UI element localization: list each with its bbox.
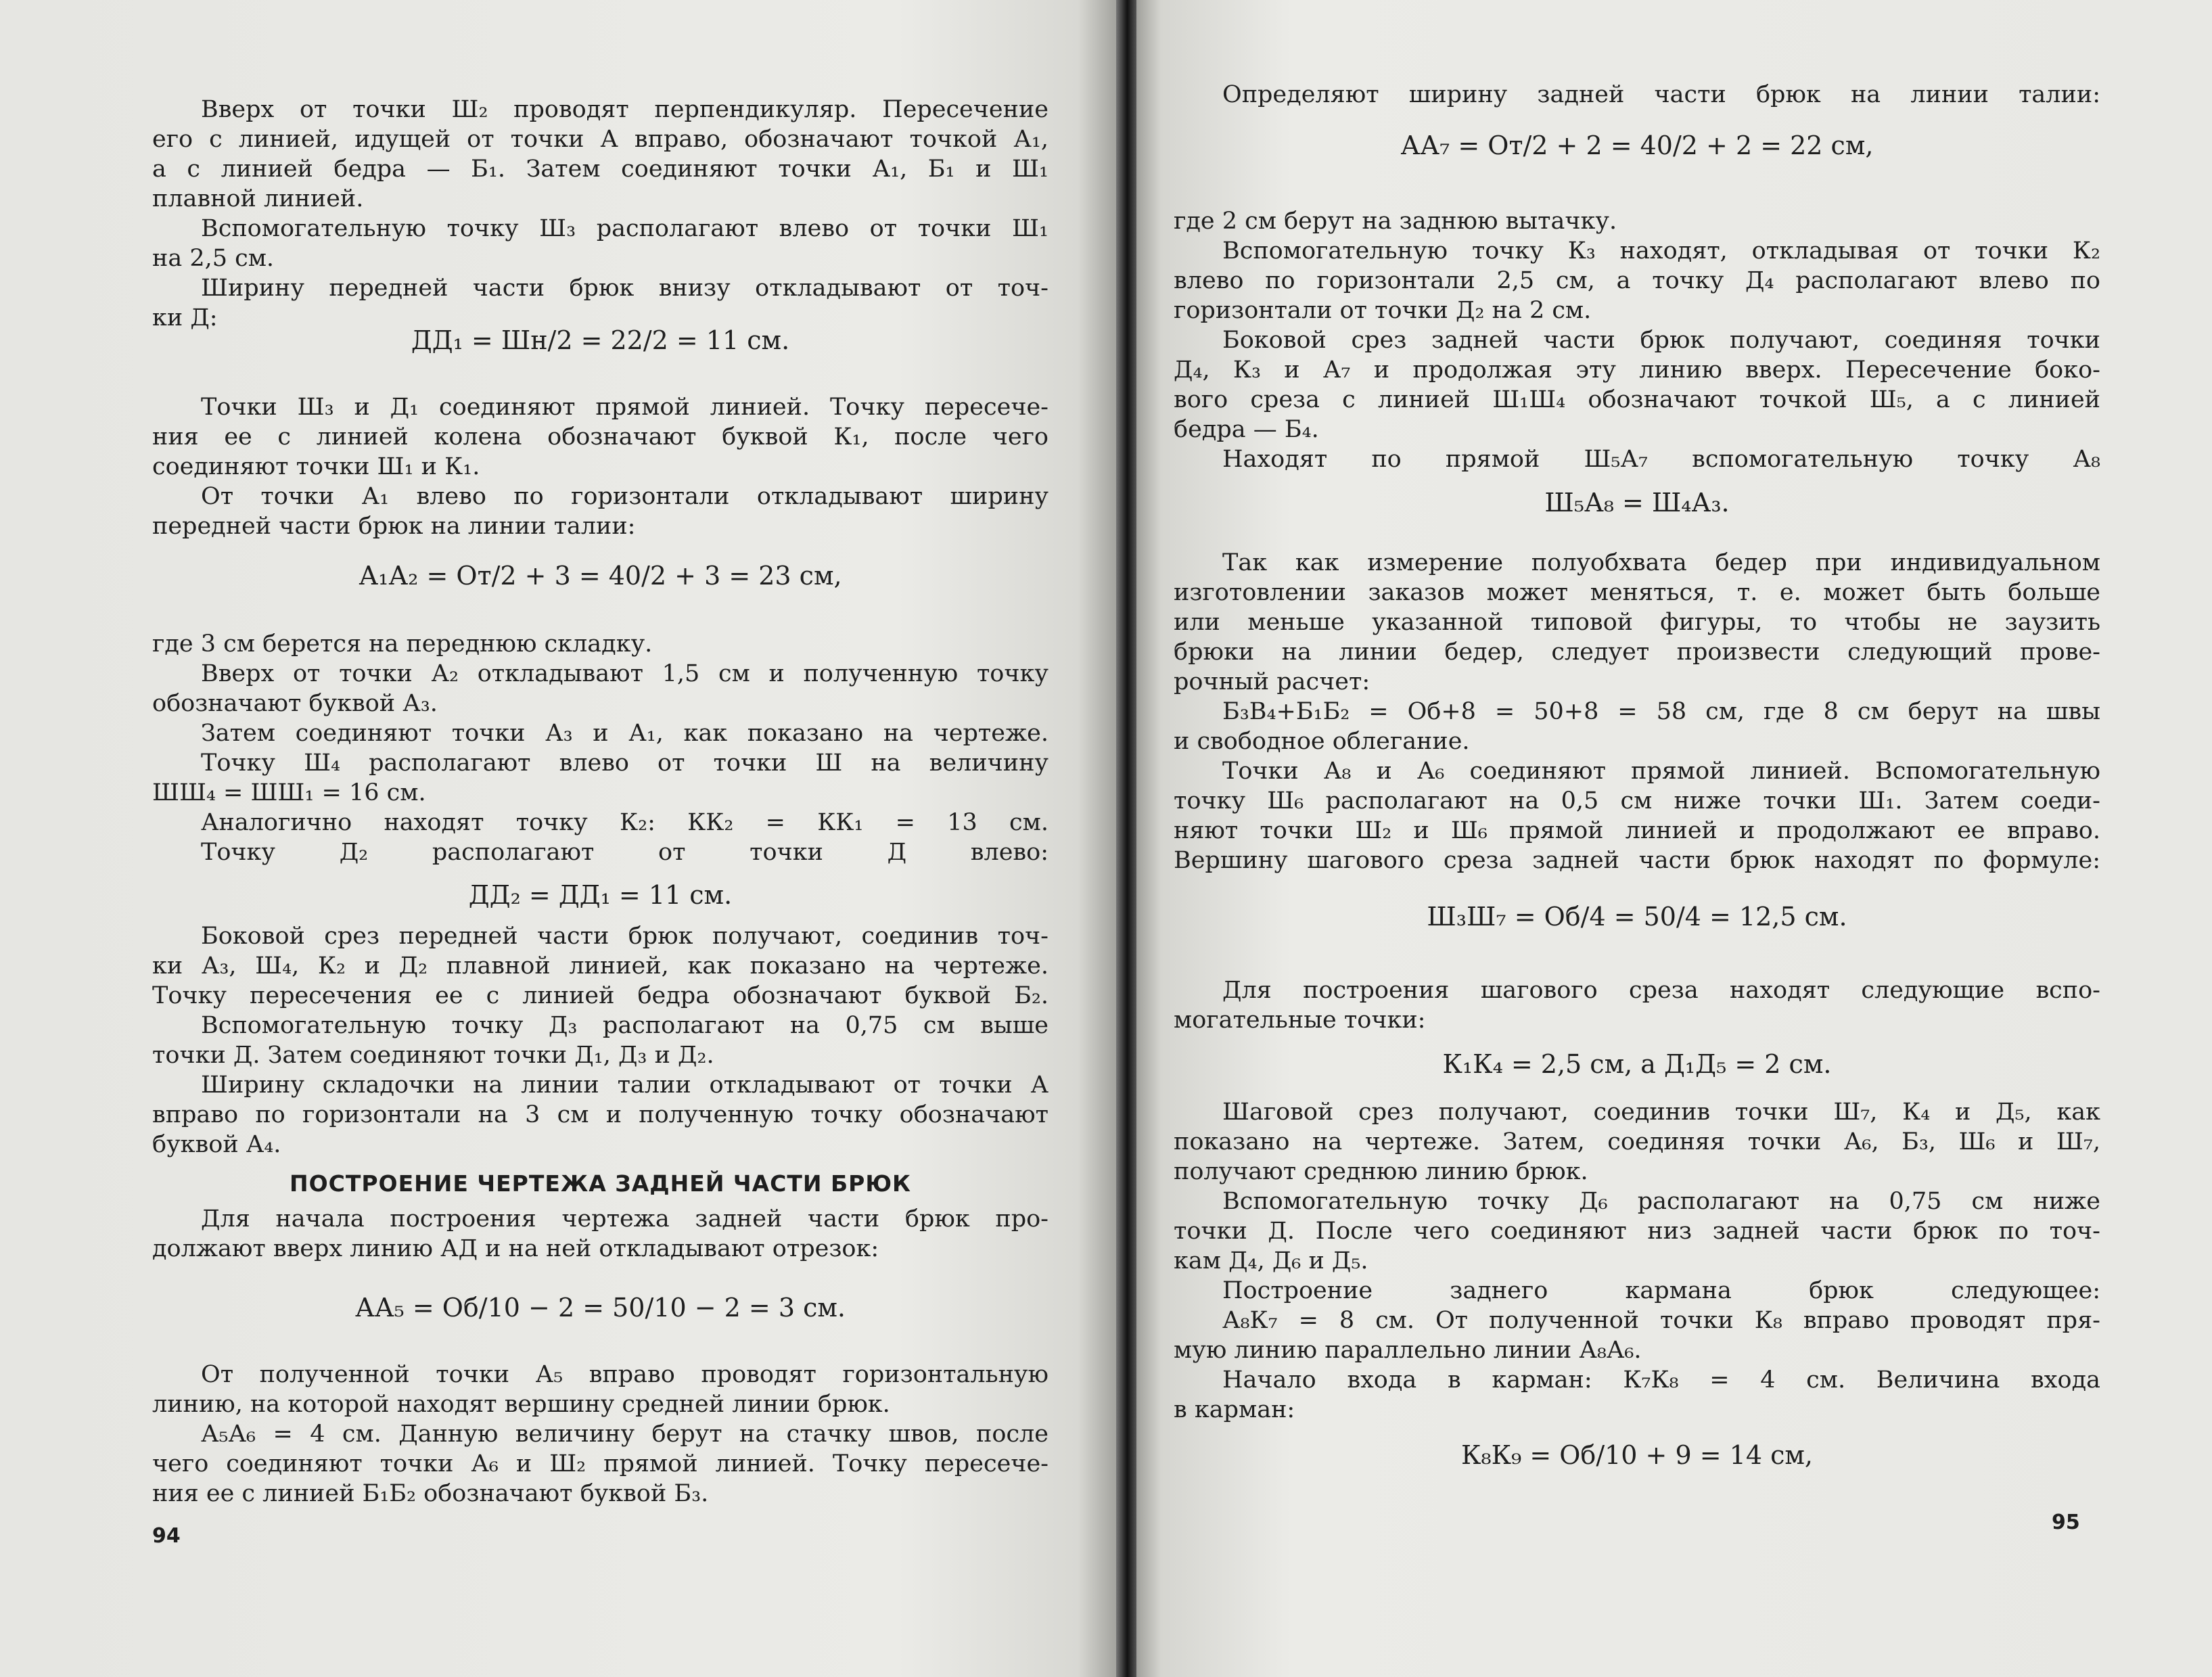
text-line: Для построения шагового среза находят следующие вспо-: [1222, 977, 2100, 1004]
text-line: точки Д. Затем соединяют точки Д₁, Д₃ и Д₂.: [152, 1042, 714, 1069]
text-line: Вверх от точки Ш₂ проводят перпендикуляр. Пересечение: [201, 96, 1049, 123]
formula-line: АА₅ = Об/10 − 2 = 50/10 − 2 = 3 см.: [354, 1293, 846, 1323]
text-line: рочный расчет:: [1174, 668, 1370, 695]
text-line: буквой А₄.: [152, 1131, 281, 1158]
text-line: ШШ₄ = ШШ₁ = 16 см.: [152, 779, 426, 806]
text-line: его с линией, идущей от точки А вправо, обозначают точкой А₁,: [152, 126, 1049, 153]
text-line: Затем соединяют точки А₃ и А₁, как показано на чертеже.: [201, 720, 1049, 747]
formula-line: ДД₁ = Шн/2 = 22/2 = 11 см.: [411, 325, 790, 355]
text-line: линию, на которой находят вершину средней линии брюк.: [152, 1391, 890, 1418]
text-line: Точку Ш₄ располагают влево от точки Ш на величину: [201, 750, 1049, 777]
text-line: Боковой срез передней части брюк получают, соединив точ-: [201, 923, 1049, 950]
text-line: Б₃В₄+Б₁Б₂ = Об+8 = 50+8 = 58 см, где 8 см берут на швы: [1222, 698, 2100, 725]
text-line: горизонтали от точки Д₂ на 2 см.: [1174, 297, 1592, 324]
formula-line: К₁К₄ = 2,5 см, а Д₁Д₅ = 2 см.: [1442, 1049, 1832, 1079]
text-line: передней части брюк на линии талии:: [152, 513, 636, 540]
text-line: получают среднюю линию брюк.: [1174, 1158, 1588, 1185]
text-line: Шаговой срез получают, соединив точки Ш₇, К₄ и Д₅, как: [1222, 1099, 2100, 1126]
text-line: Построение заднего кармана брюк следующее:: [1222, 1277, 2100, 1304]
text-line: точку Ш₆ располагают на 0,5 см ниже точки Ш₁. Затем соеди-: [1174, 787, 2100, 814]
text-line: в карман:: [1174, 1396, 1295, 1423]
text-line: Для начала построения чертежа задней части брюк про-: [201, 1205, 1049, 1233]
formula-line: К₈К₉ = Об/10 + 9 = 14 см,: [1461, 1440, 1813, 1470]
text-line: Д₄, К₃ и А₇ и продолжая эту линию вверх. Пересечение боко-: [1174, 357, 2100, 384]
text-line: няют точки Ш₂ и Ш₆ прямой линией и продолжают ее вправо.: [1174, 817, 2100, 844]
text-line: Аналогично находят точку К₂: КК₂ = КК₁ = 13 см.: [201, 809, 1049, 836]
formula-line: А₁А₂ = От/2 + 3 = 40/2 + 3 = 23 см,: [359, 561, 842, 591]
text-line: или меньше указанной типовой фигуры, то чтобы не заузить: [1174, 609, 2100, 636]
text-line: бедра — Б₄.: [1174, 416, 1319, 443]
text-line: Так как измерение полуобхвата бедер при индивидуальном: [1222, 549, 2100, 576]
text-line: От точки А₁ влево по горизонтали откладывают ширину: [201, 483, 1049, 510]
text-line: ки Д:: [152, 304, 218, 331]
text-line: Вершину шагового среза задней части брюк находят по формуле:: [1174, 847, 2100, 874]
text-line: показано на чертеже. Затем, соединяя точки А₆, Б₃, Ш₆ и Ш₇,: [1174, 1128, 2100, 1155]
text-line: А₅А₆ = 4 см. Данную величину берут на стачку швов, после: [201, 1421, 1049, 1448]
text-line: Вверх от точки А₂ откладывают 1,5 см и полученную точку: [201, 660, 1049, 687]
text-line: Боковой срез задней части брюк получают, соединяя точки: [1222, 327, 2100, 354]
text-line: должают вверх линию АД и на ней откладывают отрезок:: [152, 1235, 879, 1262]
page-number-left: 94: [152, 1524, 181, 1548]
page-number-right: 95: [2052, 1511, 2080, 1534]
text-line: а с линией бедра — Б₁. Затем соединяют точки А₁, Б₁ и Ш₁: [152, 156, 1049, 183]
text-line: чего соединяют точки А₆ и Ш₂ прямой линией. Точку пересече-: [152, 1450, 1049, 1477]
text-line: А₈К₇ = 8 см. От полученной точки К₈ вправо проводят пря-: [1222, 1307, 2100, 1334]
formula-line: Ш₃Ш₇ = Об/4 = 50/4 = 12,5 см.: [1427, 902, 1847, 932]
text-line: обозначают буквой А₃.: [152, 690, 438, 717]
text-line: брюки на линии бедер, следует произвести следующий прове-: [1174, 639, 2100, 666]
text-line: на 2,5 см.: [152, 245, 275, 272]
text-line: плавной линией.: [152, 185, 364, 212]
text-line: соединяют точки Ш₁ и К₁.: [152, 453, 480, 480]
text-line: Находят по прямой Ш₅А₇ вспомогательную точку А₈: [1222, 446, 2100, 473]
text-line: От полученной точки А₅ вправо проводят горизонтальную: [201, 1361, 1049, 1388]
text-line: Определяют ширину задней части брюк на линии талии:: [1222, 81, 2100, 108]
right-page: [1128, 0, 2212, 1677]
text-line: влево по горизонтали 2,5 см, а точку Д₄ располагают влево по: [1174, 267, 2100, 294]
text-line: Ширину передней части брюк внизу откладывают от точ-: [201, 275, 1049, 302]
formula-line: ДД₂ = ДД₁ = 11 см.: [468, 880, 733, 910]
text-line: ния ее с линией колена обозначают буквой К₁, после чего: [152, 423, 1049, 451]
text-line: где 3 см берется на переднюю складку.: [152, 630, 653, 658]
text-line: ния ее с линией Б₁Б₂ обозначают буквой Б₃.: [152, 1480, 709, 1507]
text-line: ки А₃, Ш₄, К₂ и Д₂ плавной линией, как показано на чертеже.: [152, 952, 1049, 980]
formula-line: АА₇ = От/2 + 2 = 40/2 + 2 = 22 см,: [1400, 131, 1874, 160]
text-line: Ширину складочки на линии талии откладывают от точки А: [201, 1072, 1049, 1099]
text-line: Начало входа в карман: К₇К₈ = 4 см. Величина входа: [1222, 1366, 2100, 1394]
text-line: могательные точки:: [1174, 1007, 1426, 1034]
text-line: точки Д. После чего соединяют низ задней части брюк по точ-: [1174, 1218, 2100, 1245]
text-line: Вспомогательную точку Д₆ располагают на 0,75 см ниже: [1222, 1188, 2100, 1215]
text-line: кам Д₄, Д₆ и Д₅.: [1174, 1247, 1368, 1274]
text-line: Вспомогательную точку Ш₃ располагают влево от точки Ш₁: [201, 215, 1049, 242]
text-line: Точку Д₂ располагают от точки Д влево:: [201, 839, 1049, 866]
text-line: вого среза с линией Ш₁Ш₄ обозначают точкой Ш₅, а с линией: [1174, 386, 2100, 413]
text-line: Точки Ш₃ и Д₁ соединяют прямой линией. Точку пересече-: [201, 394, 1049, 421]
text-line: Вспомогательную точку Д₃ располагают на 0,75 см выше: [201, 1012, 1049, 1039]
text-line: Точку пересечения ее с линией бедра обозначают буквой Б₂.: [152, 982, 1049, 1009]
text-line: Вспомогательную точку К₃ находят, откладывая от точки К₂: [1222, 237, 2100, 265]
text-line: изготовлении заказов может меняться, т. е. может быть больше: [1174, 579, 2100, 606]
text-line: Точки А₈ и А₆ соединяют прямой линией. Вспомогательную: [1222, 758, 2100, 785]
text-line: где 2 см берут на заднюю вытачку.: [1174, 208, 1617, 235]
text-line: вправо по горизонтали на 3 см и полученную точку обозначают: [152, 1101, 1049, 1128]
section-heading: ПОСТРОЕНИЕ ЧЕРТЕЖА ЗАДНЕЙ ЧАСТИ БРЮК: [289, 1170, 912, 1197]
book-gutter: [1116, 0, 1136, 1677]
text-line: и свободное облегание.: [1174, 728, 1470, 755]
text-line: мую линию параллельно линии А₈А₆.: [1174, 1337, 1642, 1364]
formula-line: Ш₅А₈ = Ш₄А₃.: [1544, 488, 1730, 518]
